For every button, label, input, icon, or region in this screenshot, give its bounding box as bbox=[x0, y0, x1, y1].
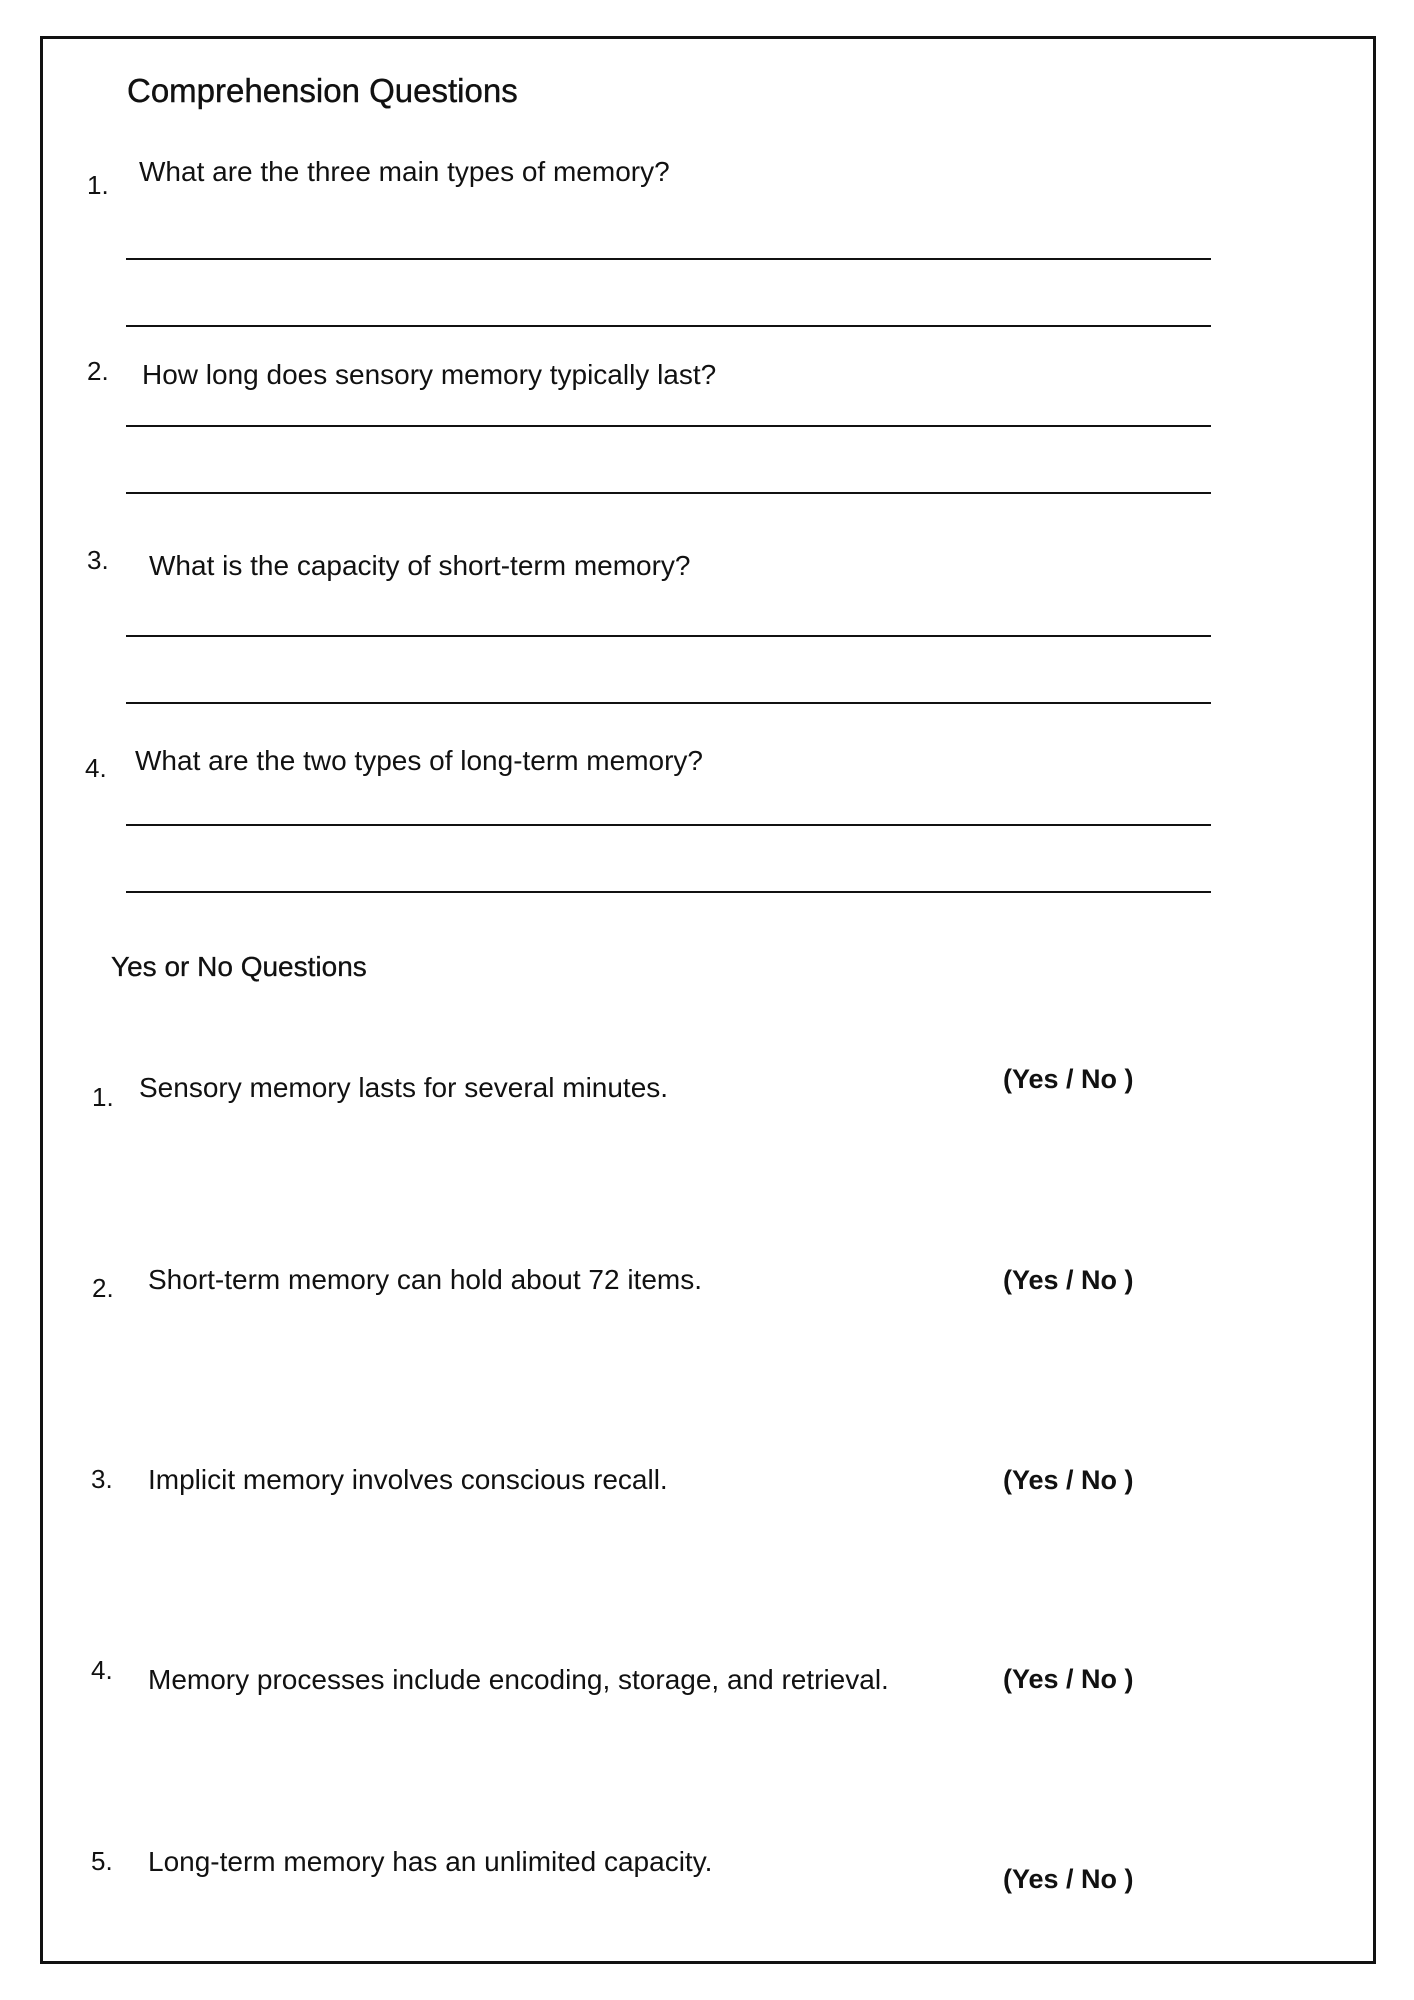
yes-no-statement-text: Implicit memory involves conscious recall. bbox=[148, 1464, 668, 1495]
yes-no-choice[interactable]: (Yes / No ) bbox=[1003, 1864, 1134, 1894]
yes-no-statement-text: Memory processes include encoding, storage, and retrieval. bbox=[148, 1664, 889, 1695]
comprehension-question-number: 1. bbox=[87, 170, 109, 200]
yes-no-statement-number: 1. bbox=[92, 1082, 114, 1112]
answer-line[interactable] bbox=[126, 702, 1211, 704]
answer-line[interactable] bbox=[126, 492, 1211, 494]
comprehension-question-number: 4. bbox=[85, 753, 107, 783]
comprehension-question-text: What is the capacity of short-term memory? bbox=[149, 550, 691, 581]
yes-no-statement-text: Sensory memory lasts for several minutes. bbox=[139, 1072, 669, 1103]
answer-line[interactable] bbox=[126, 635, 1211, 637]
answer-line[interactable] bbox=[126, 425, 1211, 427]
comprehension-question-text: What are the two types of long-term memory? bbox=[135, 745, 703, 776]
answer-line[interactable] bbox=[126, 258, 1211, 260]
yes-no-statement-text: Long-term memory has an unlimited capacity. bbox=[148, 1846, 713, 1877]
yes-no-statement-number: 5. bbox=[91, 1846, 113, 1876]
yes-no-statement-number: 2. bbox=[92, 1273, 114, 1303]
answer-line[interactable] bbox=[126, 891, 1211, 893]
answer-line[interactable] bbox=[126, 824, 1211, 826]
yes-no-choice[interactable]: (Yes / No ) bbox=[1003, 1064, 1134, 1094]
yes-no-statement-text: Short-term memory can hold about 72 items. bbox=[148, 1264, 703, 1295]
yes-no-choice[interactable]: (Yes / No ) bbox=[1003, 1465, 1134, 1495]
comprehension-question-text: What are the three main types of memory? bbox=[139, 156, 670, 187]
yes-no-choice[interactable]: (Yes / No ) bbox=[1003, 1664, 1134, 1694]
comprehension-question-text: How long does sensory memory typically last? bbox=[142, 359, 717, 390]
yes-no-statement-number: 4. bbox=[91, 1655, 113, 1685]
yes-no-choice[interactable]: (Yes / No ) bbox=[1003, 1265, 1134, 1295]
answer-line[interactable] bbox=[126, 325, 1211, 327]
comprehension-title: Comprehension Questions bbox=[127, 72, 518, 109]
yes-no-statement-number: 3. bbox=[91, 1464, 113, 1494]
yes-no-title: Yes or No Questions bbox=[111, 951, 367, 982]
comprehension-question-number: 3. bbox=[87, 545, 109, 575]
comprehension-question-number: 2. bbox=[87, 356, 109, 386]
